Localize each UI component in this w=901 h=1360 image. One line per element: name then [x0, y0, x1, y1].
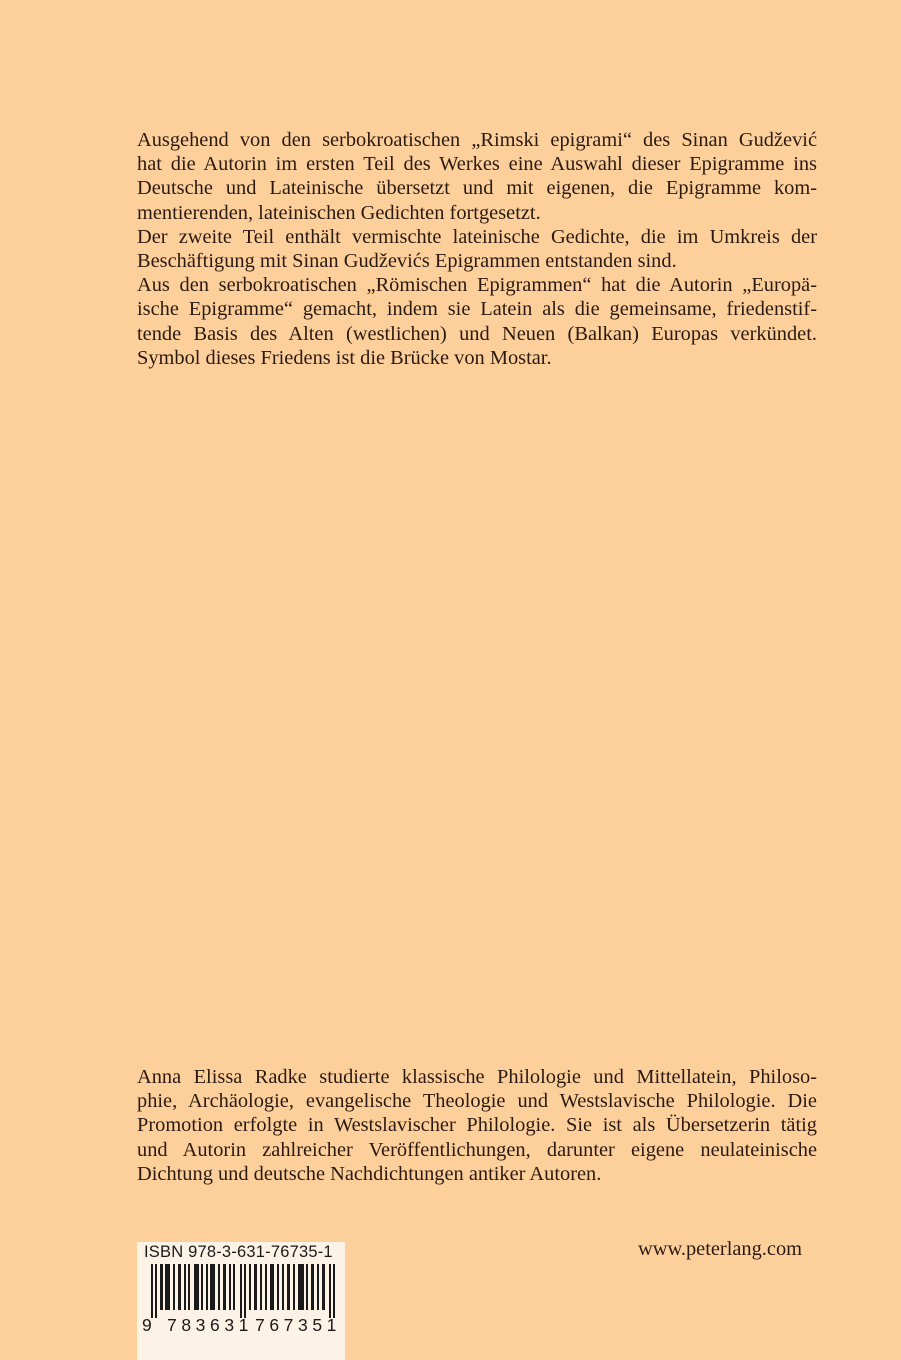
blurb-line: tende Basis des Alten (westlichen) und Neuen (Balkan) Europas verkündet.: [137, 322, 817, 345]
isbn-first-digit: 9: [142, 1315, 152, 1335]
author-bio: [137, 1065, 817, 1186]
blurb-line: ische Epigramme“ gemacht, indem sie Latein als die gemeinsame, friedenstif-: [137, 298, 817, 321]
blurb-line: Beschäftigung mit Sinan Gudževićs Epigrammen entstanden sind.: [137, 250, 677, 273]
back-cover-blurb: [137, 128, 817, 370]
bio-line: Anna Elissa Radke studierte klassische Philologie und Mittellatein, Philoso-: [137, 1066, 817, 1088]
blurb-line: Der zweite Teil enthält vermischte lateinische Gedichte, die im Umkreis der: [137, 225, 817, 248]
isbn-barcode-box: [137, 1242, 345, 1360]
blurb-line: hat die Autorin im ersten Teil des Werkes eine Auswahl dieser Epigramme ins: [137, 153, 817, 176]
blurb-line: Symbol dieses Friedens ist die Brücke von Mostar.: [137, 346, 552, 369]
isbn-label: ISBN 978-3-631-76735-1: [144, 1243, 333, 1261]
bio-line: Promotion erfolgte in Westslavischer Philologie. Sie ist als Übersetzerin tätig: [137, 1114, 817, 1137]
blurb-line: Ausgehend von den serbokroatischen „Rimski epigrami“ des Sinan Gudžević: [137, 129, 817, 151]
blurb-line: Aus den serbokroatischen „Römischen Epigrammen“ hat die Autorin „Europä-: [137, 274, 817, 297]
publisher-url[interactable]: www.peterlang.com: [638, 1238, 803, 1260]
bio-line: Dichtung und deutsche Nachdichtungen antiker Autoren.: [137, 1162, 602, 1185]
bio-line: phie, Archäologie, evangelische Theologie und Westslavische Philologie. Die: [137, 1090, 817, 1113]
blurb-line: mentierenden, lateinischen Gedichten fortgesetzt.: [137, 201, 541, 224]
blurb-line: Deutsche und Lateinische übersetzt und mit eigenen, die Epigramme kom-: [137, 177, 817, 200]
isbn-left-group: 783631: [167, 1315, 253, 1335]
bio-line: und Autorin zahlreicher Veröffentlichungen, darunter eigene neulateinische: [137, 1138, 817, 1161]
barcode-icon: [151, 1264, 337, 1318]
isbn-right-group: 767351: [255, 1315, 341, 1335]
